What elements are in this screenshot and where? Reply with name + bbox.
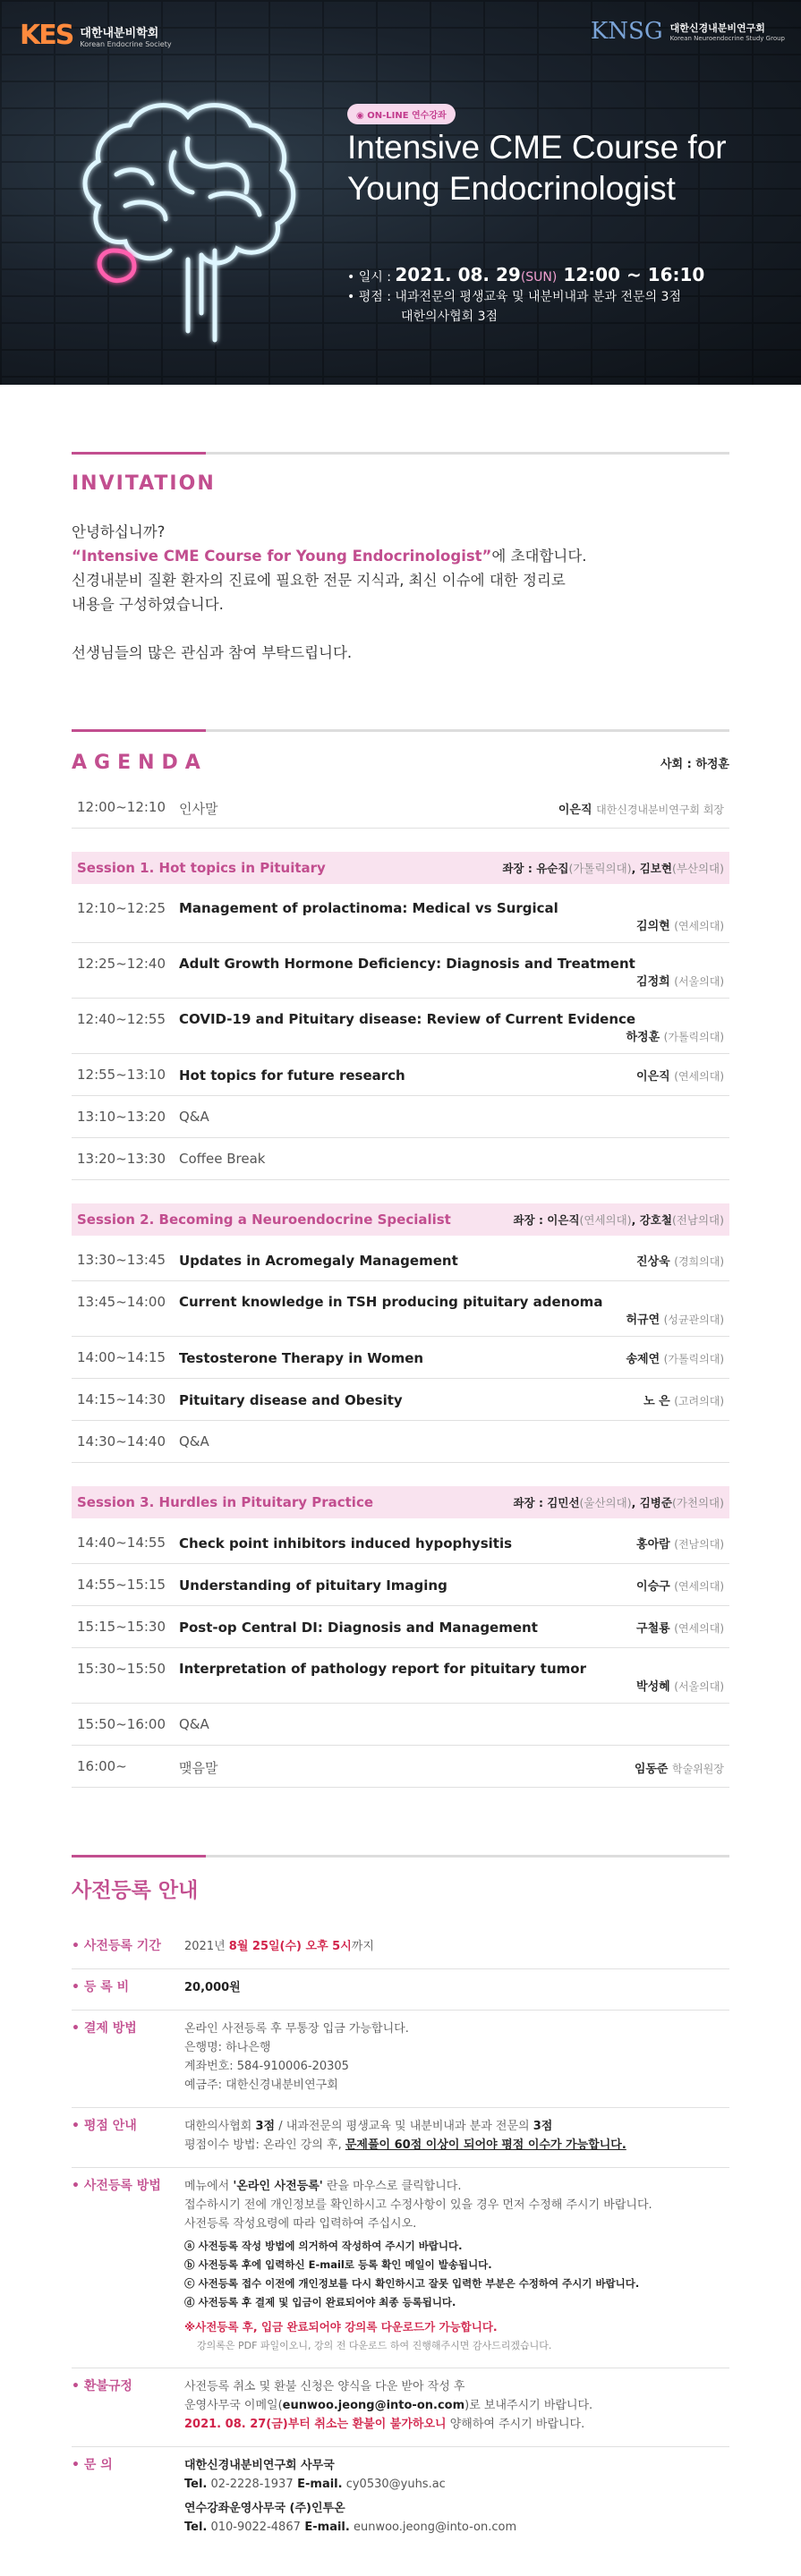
reg-contact: [72, 2447, 729, 2549]
credit-line-a: [184, 2117, 729, 2136]
agenda-speaker: [636, 1577, 724, 1594]
agenda-speaker: [635, 1759, 724, 1776]
agenda-speaker: [626, 1349, 724, 1366]
agenda-line: [179, 1349, 724, 1366]
agenda-row: [72, 943, 729, 999]
agenda-time: 15:30~15:50: [77, 1661, 166, 1677]
date-text: 2021. 08. 29: [395, 264, 521, 285]
agenda-header: [72, 752, 729, 774]
refund-value: [184, 2377, 729, 2434]
agenda-time: 14:00~14:15: [77, 1349, 166, 1365]
agenda-speaker: [636, 1067, 724, 1084]
m1b[interactable]: '온라인 사전등록': [233, 2180, 323, 2193]
chair1-affil: (울산의대): [579, 1496, 632, 1509]
agenda-row: [72, 1379, 729, 1421]
kes-mark: KES: [20, 20, 73, 51]
invitation-line1: [72, 544, 729, 568]
chair2-affil: (가천의대): [671, 1496, 724, 1509]
agenda-section: [72, 729, 729, 1788]
agenda-row: [72, 1281, 729, 1337]
online-badge: ◉ ON-LINE 연수강좌: [347, 104, 456, 124]
agenda-row: [72, 1704, 729, 1746]
reg-payment: [72, 2011, 729, 2108]
agenda-talk-title: Interpretation of pathology report for pituitary tumor: [179, 1661, 586, 1677]
credit1b: 3점: [255, 2120, 276, 2133]
agenda-talk-title: 맺음말: [179, 1760, 218, 1776]
agenda-body: [179, 1096, 724, 1134]
agenda-time: 13:30~13:45: [77, 1252, 166, 1268]
agenda-row: [72, 1337, 729, 1379]
agenda-line: [179, 799, 724, 818]
agenda-speaker: [179, 1677, 724, 1694]
credit-label: • 평점 안내: [72, 2119, 137, 2133]
session-chair: 좌장 : 이은직(연세의대), 강호철(전남의대): [513, 1213, 724, 1227]
speaker-name: 노 은: [643, 1395, 670, 1408]
tel-label: Tel.: [184, 2478, 208, 2491]
credit-line2: 대한의사협회 3점: [401, 310, 498, 324]
contact-value: [184, 2456, 729, 2537]
agenda-row: [72, 786, 729, 829]
speaker-name: 허규연: [626, 1314, 660, 1327]
method-line3: 사전등록 작성요령에 따라 입력하여 주십시오.: [184, 2217, 417, 2231]
agenda-list: [72, 786, 729, 1788]
agenda-talk-title: Adult Growth Hormone Deficiency: Diagnosis and Treatment: [179, 956, 635, 972]
period-b: 8월 25일(수) 오후 5시: [228, 1940, 352, 1953]
agenda-body: [179, 1379, 724, 1417]
fee-value: 20,000원: [184, 1981, 241, 1994]
agenda-body: [179, 1704, 724, 1741]
agenda-talk-title: Q&A: [179, 1433, 209, 1450]
agenda-body: [179, 1281, 724, 1336]
agenda-speaker: [179, 916, 724, 933]
agenda-body: [179, 1337, 724, 1375]
r2c: )로 보내주시기 바랍니다.: [464, 2399, 593, 2412]
divider: [72, 1855, 729, 1858]
session-header: [72, 1203, 729, 1236]
session-header: [72, 852, 729, 884]
pay-line2: 은행명: 하나은행: [184, 2041, 271, 2054]
agenda-row: [72, 999, 729, 1054]
speaker-name: 이은직: [558, 803, 592, 817]
agenda-time: 14:55~15:15: [77, 1577, 166, 1593]
pay-line1: 온라인 사전등록 후 무통장 입금 가능합니다.: [184, 2022, 409, 2036]
agenda-time: 13:20~13:30: [77, 1151, 166, 1167]
agenda-body: [179, 999, 724, 1053]
speaker-affiliation: (전남의대): [674, 1538, 724, 1551]
agenda-title: AGENDA: [72, 752, 208, 774]
chair-label: 좌장 :: [502, 862, 537, 875]
divider: [72, 452, 729, 455]
reg-period: [72, 1928, 729, 1969]
speaker-name: 하정훈: [626, 1031, 660, 1044]
session-name: Session 1. Hot topics in Pituitary: [77, 860, 326, 876]
speaker-affiliation: (가톨릭의대): [663, 1353, 724, 1365]
agenda-speaker: [643, 1391, 724, 1408]
kes-en: Korean Endocrine Society: [80, 39, 172, 48]
agenda-speaker: [179, 1310, 724, 1327]
speaker-name: 임동준: [634, 1763, 669, 1776]
agenda-talk-title: Q&A: [179, 1716, 209, 1732]
neon-brain-icon: [76, 89, 309, 349]
badge-text: ON-LINE 연수강좌: [367, 111, 447, 121]
method-line1: [184, 2177, 729, 2196]
invitation-title: INVITATION: [72, 472, 216, 495]
agenda-line: [179, 1716, 724, 1732]
agenda-speaker: [636, 1535, 724, 1552]
agenda-row: [72, 1054, 729, 1096]
email-label: E-mail.: [293, 2478, 343, 2491]
chair2: 김병준: [639, 1496, 672, 1509]
chair2: 김보현: [639, 862, 672, 875]
agenda-row: [72, 1239, 729, 1281]
r2a: 운영사무국 이메일(: [184, 2399, 283, 2412]
refund-line2: [184, 2396, 729, 2415]
agenda-time: 12:25~12:40: [77, 956, 166, 972]
agenda-line: [179, 1252, 724, 1269]
agenda-body: [179, 1564, 724, 1603]
speaker-name: 김의현: [636, 920, 670, 933]
speaker-affiliation: (연세의대): [674, 1070, 724, 1083]
date-day: (SUN): [520, 270, 558, 285]
invitation-greeting: 안녕하십니까?: [72, 523, 166, 540]
invitation-line3: 내용을 구성하였습니다.: [72, 596, 224, 613]
agenda-line: [179, 1109, 724, 1125]
period-label: • 사전등록 기간: [72, 1939, 161, 1953]
speaker-affiliation: 학술위원장: [672, 1763, 724, 1775]
m1c: 란을 마우스로 클릭합니다.: [322, 2180, 462, 2193]
pay-line4: 예금주: 대한신경내분비연구회: [184, 2079, 338, 2092]
speaker-name: 송제연: [626, 1353, 660, 1366]
kes-name: 대한내분비학회: [80, 26, 159, 40]
agenda-talk-title: Updates in Acromegaly Management: [179, 1253, 458, 1269]
agenda-row: [72, 1606, 729, 1648]
kns-mark: KNSG: [590, 18, 663, 45]
date-value: [395, 264, 704, 285]
agenda-time: 15:15~15:30: [77, 1619, 166, 1635]
agenda-talk-title: 인사말: [179, 801, 218, 817]
method-label: • 사전등록 방법: [72, 2179, 161, 2193]
credit2b: 문제풀이 60점 이상이 되어야 평점 이수가 가능합니다.: [345, 2138, 626, 2152]
invitation-section: [72, 452, 729, 665]
warning-note: ※사전등록 후, 입금 완료되어야 강의록 다운로드가 가능합니다.: [184, 2320, 498, 2334]
method-value: [184, 2177, 729, 2355]
speaker-affiliation: (서울의대): [674, 1680, 724, 1693]
refund-label: • 환불규정: [72, 2379, 132, 2393]
chair1-affil: (가톨릭의대): [568, 862, 632, 875]
contact-label: • 문 의: [72, 2458, 113, 2472]
agenda-line: [179, 1391, 724, 1408]
agenda-body: [179, 943, 724, 998]
speaker-affiliation: (경희의대): [674, 1255, 724, 1268]
agenda-body: [179, 1522, 724, 1560]
page-title: [347, 127, 727, 209]
date-time: 12:00 ~ 16:10: [557, 264, 705, 285]
agenda-body: [179, 1421, 724, 1458]
agenda-time: 12:00~12:10: [77, 799, 166, 815]
agenda-row: [72, 1564, 729, 1606]
agenda-row: [72, 1096, 729, 1138]
credit2a: 평점이수 방법: 온라인 강의 후,: [184, 2138, 345, 2152]
chair2: 강호철: [639, 1213, 672, 1227]
speaker-affiliation: (연세의대): [674, 1580, 724, 1593]
invitation-closing: 선생님들의 많은 관심과 참여 부탁드립니다.: [72, 644, 353, 661]
agenda-talk-title: Understanding of pituitary Imaging: [179, 1577, 447, 1594]
agenda-time: 14:15~14:30: [77, 1391, 166, 1407]
pay-line3: 계좌번호: 584-910006-20305: [184, 2060, 349, 2073]
agenda-line: [179, 1619, 724, 1636]
email-value[interactable]: cy0530@yuhs.ac: [342, 2478, 446, 2491]
agenda-body: [179, 1746, 724, 1786]
invitation-body: [72, 520, 729, 665]
contact-org1: 대한신경내분비연구회 사무국: [184, 2459, 335, 2472]
agenda-body: [179, 1138, 724, 1176]
speaker-name: 박성혜: [636, 1680, 670, 1694]
payment-value: [184, 2019, 729, 2095]
step-a: ⓐ 사전등록 작성 방법에 의거하여 작성하여 주시기 바랍니다.: [184, 2240, 463, 2252]
speaker-name: 진상욱: [636, 1255, 670, 1269]
r3a: 2021. 08. 27(금)부터 취소는 환불이 불가하오니: [184, 2418, 447, 2431]
agenda-body: [179, 1606, 724, 1645]
credit-line1: • 평점 : 내과전문의 평생교육 및 내분비내과 분과 전문의 3점: [347, 290, 681, 304]
agenda-time: 16:00~: [77, 1758, 127, 1774]
r3b: 양해하여 주시기 바랍니다.: [446, 2418, 585, 2431]
period-c: 까지: [351, 1940, 374, 1953]
step-c: ⓒ 사전등록 접수 이전에 개인정보를 다시 확인하시고 잘못 입력한 부분은 수정하여 주시기 바랍니다.: [184, 2277, 640, 2290]
agenda-talk-title: Check point inhibitors induced hypophysitis: [179, 1535, 513, 1552]
agenda-talk-title: COVID-19 and Pituitary disease: Review of Current Evidence: [179, 1011, 636, 1027]
course-suffix: 에 초대합니다.: [491, 548, 587, 565]
agenda-time: 13:45~14:00: [77, 1294, 166, 1310]
tel-value[interactable]: 02-2228-1937: [207, 2478, 294, 2491]
speaker-affiliation: (가톨릭의대): [663, 1031, 724, 1043]
title-line2: Young Endocrinologist: [347, 170, 676, 207]
schedule-info: [347, 265, 704, 327]
agenda-talk-title: Post-op Central DI: Diagnosis and Management: [179, 1620, 538, 1636]
speaker-name: 이은직: [636, 1070, 670, 1084]
agenda-time: 13:10~13:20: [77, 1109, 166, 1125]
credit1c: / 내과전문의 평생교육 및 내분비내과 분과 전문의: [275, 2120, 533, 2133]
agenda-speaker: [558, 800, 724, 817]
agenda-line: [179, 1577, 724, 1594]
kns-en: Korean Neuroendocrine Study Group: [669, 35, 785, 42]
hero-banner: [0, 0, 801, 385]
agenda-body: [179, 786, 724, 827]
session-header: [72, 1486, 729, 1518]
date-label: • 일시 :: [347, 270, 396, 285]
step-d: ⓓ 사전등록 후 결제 및 입금이 완료되어야 최종 등록됩니다.: [184, 2296, 456, 2308]
agenda-row: [72, 1138, 729, 1180]
agenda-speaker: [636, 1252, 724, 1269]
email-label: E-mail.: [300, 2521, 350, 2534]
email-value[interactable]: eunwoo.jeong@into-on.com: [349, 2521, 517, 2534]
step-b: ⓑ 사전등록 후에 입력하신 E-mail로 등록 확인 메일이 발송됩니다.: [184, 2258, 492, 2271]
credit-line-b: [184, 2136, 729, 2155]
agenda-time: 12:55~13:10: [77, 1067, 166, 1083]
agenda-speaker: [636, 1619, 724, 1636]
speaker-affiliation: (서울의대): [674, 975, 724, 988]
agenda-body: [179, 1054, 724, 1092]
agenda-time: 12:40~12:55: [77, 1011, 166, 1027]
agenda-row: [72, 1648, 729, 1704]
date-line: [347, 265, 704, 287]
agenda-body: [179, 1239, 724, 1278]
invitation-line2: 신경내분비 질환 환자의 진료에 필요한 전문 지식과, 최신 이슈에 대한 정리로: [72, 572, 566, 589]
warning-sub: 강의록은 PDF 파일이오니, 강의 전 다운로드 하여 진행해주시면 감사드리겠습니다.: [197, 2340, 552, 2351]
speaker-name: 이승구: [636, 1580, 670, 1594]
speaker-affiliation: (연세의대): [674, 1622, 724, 1635]
chair-label: 좌장 :: [513, 1496, 548, 1509]
chair1-affil: (연세의대): [579, 1213, 632, 1227]
chair-label: 좌장 :: [513, 1213, 548, 1227]
fee-label: • 등 록 비: [72, 1980, 130, 1994]
agenda-talk-title: Pituitary disease and Obesity: [179, 1392, 403, 1408]
contact-org2: 연수강좌운영사무국 (주)인투온: [184, 2502, 345, 2515]
registration-title: 사전등록 안내: [72, 1879, 199, 1902]
agenda-line: [179, 1151, 724, 1167]
chair1: 유순집: [536, 862, 569, 875]
registration-section: [72, 1855, 729, 2549]
session-name: Session 3. Hurdles in Pituitary Practice: [77, 1494, 374, 1510]
speaker-affiliation: (고려의대): [674, 1395, 724, 1407]
agenda-speaker: [179, 1027, 724, 1044]
chair2-affil: (부산의대): [671, 862, 724, 875]
title-line1: Intensive CME Course for: [347, 129, 727, 166]
agenda-line: [179, 1758, 724, 1777]
reg-credit: [72, 2108, 729, 2168]
kns-logo[interactable]: [591, 18, 785, 45]
payment-label: • 결제 방법: [72, 2021, 137, 2036]
agenda-line: [179, 1535, 724, 1552]
agenda-talk-title: Current knowledge in TSH producing pituitary adenoma: [179, 1294, 603, 1310]
speaker-affiliation: (연세의대): [674, 920, 724, 932]
agenda-row: [72, 1522, 729, 1564]
credit-value: [184, 2117, 729, 2155]
m1a: 메뉴에서: [184, 2180, 234, 2193]
agenda-talk-title: Testosterone Therapy in Women: [179, 1350, 424, 1366]
reg-method: [72, 2168, 729, 2368]
credit1d: 3점: [533, 2120, 553, 2133]
kns-name: 대한신경내분비연구회: [669, 22, 765, 34]
refund-email-link[interactable]: eunwoo.jeong@into-on.com: [282, 2399, 465, 2412]
tel-label: Tel.: [184, 2521, 208, 2534]
moderator: 사회 : 하정훈: [660, 758, 729, 771]
speaker-affiliation: (성균관의대): [663, 1314, 724, 1326]
chair1: 이은직: [547, 1213, 580, 1227]
agenda-talk-title: Hot topics for future research: [179, 1067, 405, 1084]
course-name: “Intensive CME Course for Young Endocrinologist”: [72, 548, 492, 565]
refund-line3: [184, 2415, 729, 2434]
contact-line1: [184, 2475, 729, 2494]
agenda-row: [72, 888, 729, 943]
agenda-talk-title: Management of prolactinoma: Medical vs Surgical: [179, 900, 558, 916]
speaker-name: 구철룡: [636, 1622, 670, 1636]
agenda-time: 14:30~14:40: [77, 1433, 166, 1450]
period-a: 2021년: [184, 1940, 229, 1953]
agenda-body: [179, 1648, 724, 1703]
session-chair: 좌장 : 김민선(울산의대), 김병준(가천의대): [513, 1496, 724, 1509]
agenda-row: [72, 1746, 729, 1788]
chair2-affil: (전남의대): [671, 1213, 724, 1227]
session-name: Session 2. Becoming a Neuroendocrine Specialist: [77, 1211, 451, 1228]
agenda-time: 15:50~16:00: [77, 1716, 166, 1732]
session-chair: 좌장 : 유순집(가톨릭의대), 김보현(부산의대): [502, 862, 724, 875]
agenda-speaker: [179, 972, 724, 989]
agenda-body: [179, 888, 724, 942]
speaker-name: 홍아람: [636, 1538, 670, 1552]
agenda-line: [179, 1067, 724, 1084]
agenda-time: 14:40~14:55: [77, 1535, 166, 1551]
reg-refund: [72, 2368, 729, 2447]
agenda-talk-title: Q&A: [179, 1109, 209, 1125]
credit1a: 대한의사협회: [184, 2120, 256, 2133]
agenda-row: [72, 1421, 729, 1463]
agenda-time: 12:10~12:25: [77, 900, 166, 916]
refund-line1: 사전등록 취소 및 환불 신청은 양식을 다운 받아 작성 후: [184, 2380, 465, 2393]
reg-fee: [72, 1969, 729, 2011]
method-line2: 접수하시기 전에 개인정보를 확인하시고 수정사항이 있을 경우 먼저 수정해 주시기 바랍니다.: [184, 2198, 652, 2212]
tel-value[interactable]: 010-9022-4867: [207, 2521, 301, 2534]
divider: [72, 729, 729, 732]
kes-logo[interactable]: [20, 20, 172, 51]
speaker-name: 김정희: [636, 975, 670, 989]
agenda-talk-title: Coffee Break: [179, 1151, 266, 1167]
period-value: [184, 1937, 729, 1956]
chair1: 김민선: [547, 1496, 580, 1509]
speaker-affiliation: 대한신경내분비연구회 회장: [596, 803, 724, 816]
agenda-line: [179, 1433, 724, 1450]
